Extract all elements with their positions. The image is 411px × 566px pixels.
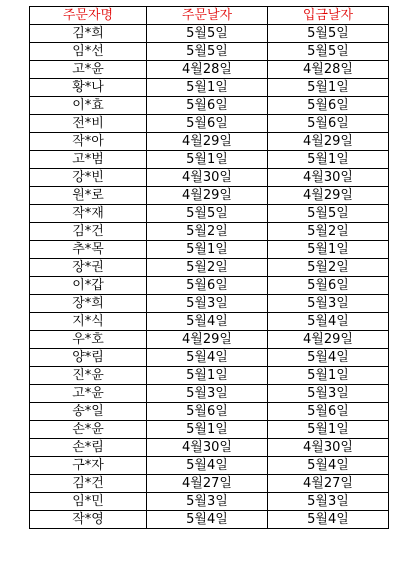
table-row [30, 421, 389, 439]
table-row [30, 259, 389, 277]
cell-orderer-name: 진*윤 [30, 367, 147, 385]
cell-deposit-date: 5월6일 [268, 403, 389, 421]
table-row [30, 205, 389, 223]
table-row [30, 295, 389, 313]
cell-order-date: 5월1일 [147, 421, 268, 439]
cell-deposit-date: 5월6일 [268, 115, 389, 133]
cell-orderer-name: 김*건 [30, 223, 147, 241]
table-row [30, 367, 389, 385]
cell-order-date: 5월5일 [147, 43, 268, 61]
order-payment-table [29, 6, 389, 529]
cell-deposit-date: 5월4일 [268, 457, 389, 475]
cell-orderer-name: 고*윤 [30, 61, 147, 79]
table-row [30, 511, 389, 529]
cell-order-date: 4월29일 [147, 133, 268, 151]
table-row [30, 133, 389, 151]
cell-order-date: 5월2일 [147, 259, 268, 277]
cell-order-date: 5월4일 [147, 511, 268, 529]
cell-orderer-name: 장*희 [30, 295, 147, 313]
cell-order-date: 5월4일 [147, 349, 268, 367]
cell-deposit-date: 5월1일 [268, 421, 389, 439]
cell-orderer-name: 양*림 [30, 349, 147, 367]
cell-deposit-date: 5월5일 [268, 43, 389, 61]
cell-orderer-name: 이*갑 [30, 277, 147, 295]
table-row [30, 187, 389, 205]
table-row [30, 313, 389, 331]
cell-orderer-name: 강*빈 [30, 169, 147, 187]
table-row [30, 43, 389, 61]
cell-order-date: 5월1일 [147, 151, 268, 169]
cell-orderer-name: 작*재 [30, 205, 147, 223]
header-deposit-date: 입금날자 [268, 7, 389, 25]
cell-orderer-name: 지*식 [30, 313, 147, 331]
cell-deposit-date: 5월3일 [268, 385, 389, 403]
cell-orderer-name: 김*희 [30, 25, 147, 43]
cell-orderer-name: 손*윤 [30, 421, 147, 439]
cell-orderer-name: 구*자 [30, 457, 147, 475]
cell-orderer-name: 작*영 [30, 511, 147, 529]
table-row [30, 97, 389, 115]
cell-orderer-name: 송*일 [30, 403, 147, 421]
cell-order-date: 5월4일 [147, 313, 268, 331]
cell-deposit-date: 5월6일 [268, 277, 389, 295]
cell-orderer-name: 손*림 [30, 439, 147, 457]
cell-order-date: 4월27일 [147, 475, 268, 493]
header-order-date: 주문날자 [147, 7, 268, 25]
cell-deposit-date: 4월30일 [268, 439, 389, 457]
cell-order-date: 5월1일 [147, 79, 268, 97]
cell-order-date: 5월6일 [147, 97, 268, 115]
cell-orderer-name: 원*로 [30, 187, 147, 205]
table-row [30, 169, 389, 187]
cell-orderer-name: 황*나 [30, 79, 147, 97]
header-orderer-name: 주문자명 [30, 7, 147, 25]
cell-deposit-date: 5월4일 [268, 511, 389, 529]
cell-deposit-date: 5월1일 [268, 241, 389, 259]
cell-order-date: 5월6일 [147, 403, 268, 421]
cell-order-date: 5월6일 [147, 277, 268, 295]
cell-orderer-name: 이*효 [30, 97, 147, 115]
cell-order-date: 4월29일 [147, 331, 268, 349]
table-row [30, 475, 389, 493]
cell-order-date: 4월28일 [147, 61, 268, 79]
table-row [30, 223, 389, 241]
cell-order-date: 5월5일 [147, 25, 268, 43]
table-body [30, 25, 389, 529]
cell-order-date: 5월2일 [147, 223, 268, 241]
cell-orderer-name: 고*윤 [30, 385, 147, 403]
table-row [30, 439, 389, 457]
table-row [30, 115, 389, 133]
cell-deposit-date: 5월2일 [268, 259, 389, 277]
cell-order-date: 4월30일 [147, 439, 268, 457]
cell-order-date: 5월3일 [147, 295, 268, 313]
table-row [30, 151, 389, 169]
cell-deposit-date: 5월4일 [268, 313, 389, 331]
cell-deposit-date: 4월29일 [268, 331, 389, 349]
table-row [30, 79, 389, 97]
cell-orderer-name: 전*비 [30, 115, 147, 133]
cell-deposit-date: 5월3일 [268, 493, 389, 511]
cell-deposit-date: 5월6일 [268, 97, 389, 115]
table-row [30, 385, 389, 403]
table-row [30, 61, 389, 79]
cell-deposit-date: 4월30일 [268, 169, 389, 187]
cell-deposit-date: 4월27일 [268, 475, 389, 493]
cell-deposit-date: 5월5일 [268, 205, 389, 223]
cell-deposit-date: 5월4일 [268, 349, 389, 367]
cell-deposit-date: 4월28일 [268, 61, 389, 79]
cell-deposit-date: 5월2일 [268, 223, 389, 241]
cell-orderer-name: 김*건 [30, 475, 147, 493]
cell-orderer-name: 장*권 [30, 259, 147, 277]
table-header-row [30, 7, 389, 25]
cell-deposit-date: 5월3일 [268, 295, 389, 313]
cell-deposit-date: 4월29일 [268, 187, 389, 205]
table-row [30, 349, 389, 367]
cell-deposit-date: 4월29일 [268, 133, 389, 151]
cell-deposit-date: 5월1일 [268, 79, 389, 97]
cell-orderer-name: 고*범 [30, 151, 147, 169]
cell-order-date: 5월1일 [147, 241, 268, 259]
cell-order-date: 4월30일 [147, 169, 268, 187]
cell-deposit-date: 5월1일 [268, 151, 389, 169]
cell-order-date: 5월3일 [147, 493, 268, 511]
table-row [30, 241, 389, 259]
cell-order-date: 5월5일 [147, 205, 268, 223]
cell-orderer-name: 임*선 [30, 43, 147, 61]
table-row [30, 457, 389, 475]
cell-order-date: 5월1일 [147, 367, 268, 385]
cell-deposit-date: 5월1일 [268, 367, 389, 385]
cell-deposit-date: 5월5일 [268, 25, 389, 43]
table-row [30, 277, 389, 295]
table-row [30, 25, 389, 43]
table-row [30, 403, 389, 421]
cell-orderer-name: 작*아 [30, 133, 147, 151]
cell-orderer-name: 우*호 [30, 331, 147, 349]
cell-order-date: 5월6일 [147, 115, 268, 133]
cell-order-date: 5월3일 [147, 385, 268, 403]
cell-order-date: 4월29일 [147, 187, 268, 205]
table-row [30, 493, 389, 511]
cell-order-date: 5월4일 [147, 457, 268, 475]
cell-orderer-name: 임*민 [30, 493, 147, 511]
table-row [30, 331, 389, 349]
cell-orderer-name: 추*목 [30, 241, 147, 259]
